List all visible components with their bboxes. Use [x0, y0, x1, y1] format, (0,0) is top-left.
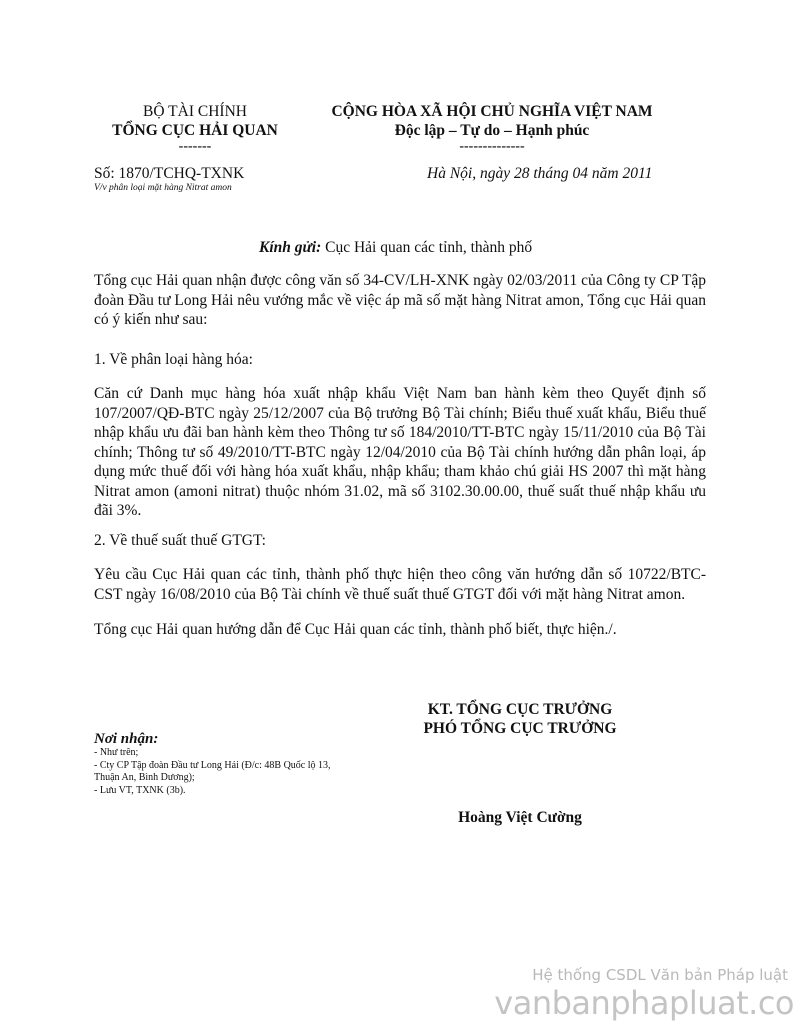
section2-title: 2. Về thuế suất thuế GTGT: [94, 532, 266, 549]
signature-line-1: KT. TỔNG CỤC TRƯỞNG [427, 701, 613, 718]
signature-line-2: PHÓ TỔNG CỤC TRƯỞNG [423, 720, 617, 737]
document-number: Số: 1870/TCHQ-TXNK [94, 165, 245, 182]
distribution-item: - Cty CP Tập đoàn Đầu tư Long Hải (Đ/c: 48B Quốc lộ 13, Thuận An, Bình Dương); [94, 759, 331, 783]
distribution-list [94, 731, 364, 797]
left-rule: ------- [178, 139, 212, 154]
section1-paragraph: Căn cứ Danh mục hàng hóa xuất nhập khẩu Việt Nam ban hành kèm theo Quyết định số 107/2007/QĐ-BTC ngày 25/12/2007 của Bộ trưởng Bộ Tài chính; Biểu thuế xuất khẩu, Biểu thuế nhập khẩu ưu đãi ban hành kèm theo Thông tư số 184/2010/TT-BTC ngày 15/11/2010 của Bộ Tài chính; Thông tư số 49/2010/TT-BTC ngày 12/04/2010 của Bộ Tài chính hướng dẫn phân loại, áp dụng mức thuế đối với hàng hóa xuất khẩu, nhập khẩu; tham khảo chú giải HS 2007 thì mặt hàng Nitrat amon (amoni nitrat) thuộc nhóm 31.02, mã số 3102.30.00.00, thuế suất thuế nhập khẩu ưu đãi 3%. [94, 385, 706, 519]
distribution-title: Nơi nhận: [94, 731, 159, 747]
section1-title: 1. Về phân loại hàng hóa: [94, 351, 253, 368]
place-date: Hà Nội, ngày 28 tháng 04 năm 2011 [427, 165, 653, 182]
section2-paragraph: Yêu cầu Cục Hải quan các tỉnh, thành phố thực hiện theo công văn hướng dẫn số 10722/BTC-CST ngày 16/08/2010 của Bộ Tài chính về thuế suất thuế GTGT đối với mặt hàng Nitrat amon. [94, 566, 706, 603]
recipient-label: Kính gửi: [259, 239, 322, 256]
national-motto: Độc lập – Tự do – Hạnh phúc [394, 122, 590, 139]
distribution-item: - Lưu VT, TXNK (3b). [94, 784, 186, 796]
header-left [80, 102, 310, 154]
watermark-line-2: vanbanphapluat.co [494, 984, 794, 1022]
recipient-line [259, 238, 532, 257]
intro-paragraph: Tổng cục Hải quan nhận được công văn số 34-CV/LH-XNK ngày 02/03/2011 của Công ty CP Tập đoàn Đầu tư Long Hải nêu vướng mắc về việc áp mã số mặt hàng Nitrat amon, Tổng cục Hải quan có ý kiến như sau: [94, 272, 706, 328]
right-rule: -------------- [459, 139, 525, 154]
ministry-name: BỘ TÀI CHÍNH [143, 103, 247, 120]
header-right [296, 102, 688, 154]
document-subject: V/v phân loại mặt hàng Nitrat amon [94, 183, 232, 193]
distribution-item: - Như trên; [94, 747, 139, 758]
recipient-text: Cục Hải quan các tỉnh, thành phố [321, 239, 533, 256]
signature-title [400, 700, 640, 738]
watermark-line-1: Hệ thống CSDL Văn bản Pháp luật [532, 966, 788, 984]
nation-name: CỘNG HÒA XÃ HỘI CHỦ NGHĨA VIỆT NAM [331, 103, 653, 120]
signer-name: Hoàng Việt Cường [458, 809, 582, 826]
closing-paragraph: Tổng cục Hải quan hướng dẫn để Cục Hải quan các tỉnh, thành phố biết, thực hiện./. [94, 621, 617, 638]
department-name: TỔNG CỤC HẢI QUAN [112, 122, 278, 139]
